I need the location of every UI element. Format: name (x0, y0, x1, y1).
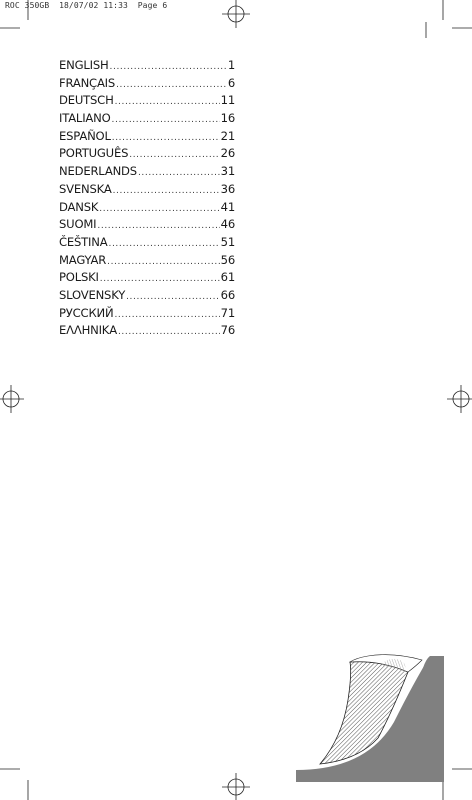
toc-page-number: 36 (220, 181, 235, 196)
toc-entry (59, 182, 235, 200)
toc-language: MAGYAR (59, 252, 107, 267)
toc-language: ESPAÑOL (59, 128, 111, 143)
toc-leader-dots (110, 62, 227, 72)
toc-page-number: 71 (220, 305, 235, 320)
toc-leader-dots (109, 239, 220, 249)
toc-page-number: 31 (220, 164, 235, 179)
toc-page-number: 56 (220, 252, 235, 267)
toc-language: РУССКИЙ (59, 305, 114, 320)
toc-entry (59, 200, 235, 218)
toc-page-number: 6 (227, 75, 235, 90)
toc-entry (59, 58, 235, 76)
toc-language: SLOVENSKY (59, 287, 126, 302)
toc-page-number: 76 (220, 323, 235, 338)
registration-mark-left (0, 385, 24, 413)
page-curl-illustration (296, 652, 444, 782)
toc-page-number: 66 (220, 287, 235, 302)
toc-page-number: 1 (227, 58, 235, 72)
toc-language: DEUTSCH (59, 93, 114, 108)
toc-entry (59, 111, 235, 129)
toc-language: NEDERLANDS (59, 164, 137, 179)
toc-language: PORTUGUÊS (59, 146, 129, 161)
toc-page-number: 21 (220, 128, 235, 143)
toc-language: FRANÇAIS (59, 75, 116, 90)
toc-entry (59, 235, 235, 253)
toc-leader-dots (97, 221, 219, 231)
toc-language: SVENSKA (59, 181, 112, 196)
toc-entry (59, 288, 235, 306)
toc-leader-dots (118, 327, 220, 337)
toc-language: ENGLISH (59, 58, 109, 72)
toc-entry (59, 93, 235, 111)
toc-entry (59, 253, 235, 271)
toc-language: DANSK (59, 199, 99, 214)
toc-page-number: 11 (220, 93, 235, 108)
toc-page-number: 26 (220, 146, 235, 161)
toc-entry (59, 270, 235, 288)
registration-mark-top (222, 0, 250, 28)
toc-leader-dots (114, 310, 219, 320)
toc-leader-dots (129, 150, 219, 160)
toc-entry (59, 164, 235, 182)
toc-page-number: 61 (220, 270, 235, 285)
toc-entry (59, 306, 235, 324)
toc-leader-dots (100, 274, 220, 284)
toc-entry (59, 217, 235, 235)
language-index (59, 58, 235, 341)
toc-entry (59, 323, 235, 341)
toc-language: ΕΛΛΗΝΙΚΑ (59, 323, 117, 338)
toc-leader-dots (113, 186, 220, 196)
registration-mark-bottom (222, 773, 250, 800)
toc-leader-dots (116, 80, 227, 90)
toc-leader-dots (107, 257, 220, 267)
toc-page-number: 16 (220, 111, 235, 126)
toc-language: ITALIANO (59, 111, 111, 126)
toc-entry (59, 76, 235, 94)
toc-entry (59, 146, 235, 164)
toc-language: SUOMI (59, 217, 97, 232)
toc-entry (59, 129, 235, 147)
toc-leader-dots (115, 97, 220, 107)
toc-leader-dots (99, 204, 219, 214)
toc-page-number: 51 (220, 234, 235, 249)
toc-language: ČEŠTINA (59, 234, 108, 249)
toc-leader-dots (126, 292, 220, 302)
toc-page-number: 41 (220, 199, 235, 214)
toc-leader-dots (138, 168, 220, 178)
registration-mark-right (447, 385, 472, 413)
toc-page-number: 46 (220, 217, 235, 232)
toc-language: POLSKI (59, 270, 99, 285)
toc-leader-dots (112, 115, 220, 125)
print-slug: ROC 350GB 18/07/02 11:33 Page 6 (5, 1, 168, 10)
toc-leader-dots (112, 133, 220, 143)
